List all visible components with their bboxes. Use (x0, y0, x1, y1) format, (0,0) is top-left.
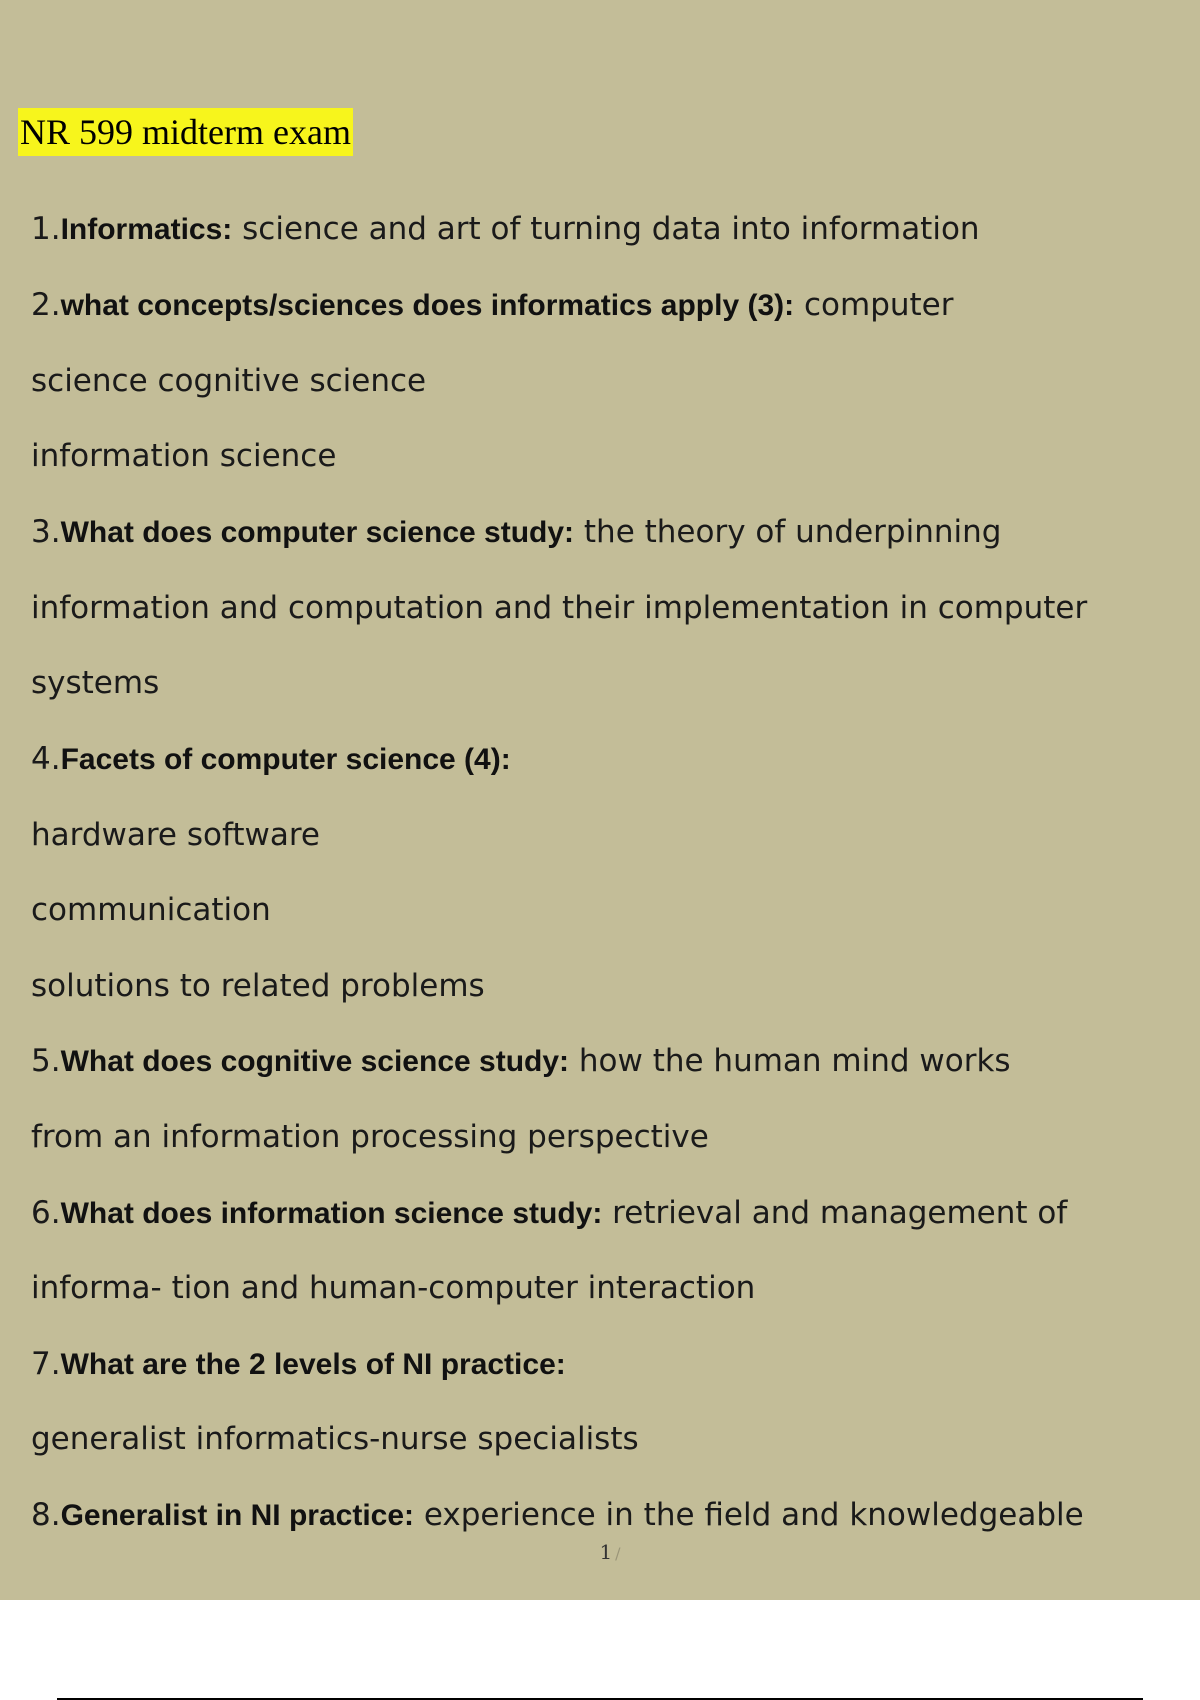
item-term: what concepts/sciences does informatics apply (3): (60, 289, 795, 322)
continuation-line: information science (31, 438, 337, 474)
continuation-line: informa- tion and human-computer interaction (31, 1270, 756, 1306)
page-number-suffix: / (615, 1544, 621, 1563)
item-text: experience in the field and knowledgeable (414, 1497, 1084, 1533)
continuation-line: science cognitive science (31, 363, 427, 399)
continuation-line: information and computation and their implementation in computer (31, 590, 1088, 626)
qa-item-8 (31, 1495, 1084, 1536)
item-text: science and art of turning data into information (232, 211, 980, 247)
item-number: 8. (31, 1497, 61, 1533)
qa-item-2 (31, 285, 954, 326)
item-term: What does cognitive science study: (60, 1045, 570, 1078)
qa-item-6 (31, 1193, 1067, 1234)
item-text: computer (794, 287, 954, 323)
item-number: 5. (31, 1043, 61, 1079)
qa-item-5 (31, 1041, 1011, 1082)
item-number: 6. (31, 1195, 61, 1231)
item-term: What are the 2 levels of NI practice: (60, 1348, 566, 1381)
continuation-line: generalist informatics-nurse specialists (31, 1421, 639, 1457)
qa-item-1 (31, 209, 980, 250)
continuation-line: hardware software (31, 817, 320, 853)
item-term: Facets of computer science (4): (60, 743, 511, 776)
qa-item-3 (31, 512, 1001, 553)
item-text: how the human mind works (569, 1043, 1011, 1079)
page-number-value: 1 (599, 1540, 613, 1564)
item-number: 1. (31, 211, 61, 247)
page-number (0, 1540, 1200, 1564)
item-number: 7. (31, 1346, 61, 1382)
qa-item-4 (31, 739, 511, 780)
continuation-line: communication (31, 892, 271, 928)
continuation-line: from an information processing perspective (31, 1119, 709, 1155)
continuation-line: solutions to related problems (31, 968, 485, 1004)
item-term: What does information science study: (60, 1197, 603, 1230)
item-number: 3. (31, 514, 61, 550)
continuation-line: systems (31, 665, 160, 701)
item-number: 2. (31, 287, 61, 323)
item-term: Generalist in NI practice: (60, 1499, 415, 1532)
qa-item-7 (31, 1344, 566, 1385)
document-title: NR 599 midterm exam (18, 108, 353, 156)
item-number: 4. (31, 741, 61, 777)
item-term: Informatics: (60, 213, 233, 246)
item-term: What does computer science study: (60, 516, 575, 549)
item-text: retrieval and management of (602, 1195, 1068, 1231)
item-text: the theory of underpinning (574, 514, 1002, 550)
